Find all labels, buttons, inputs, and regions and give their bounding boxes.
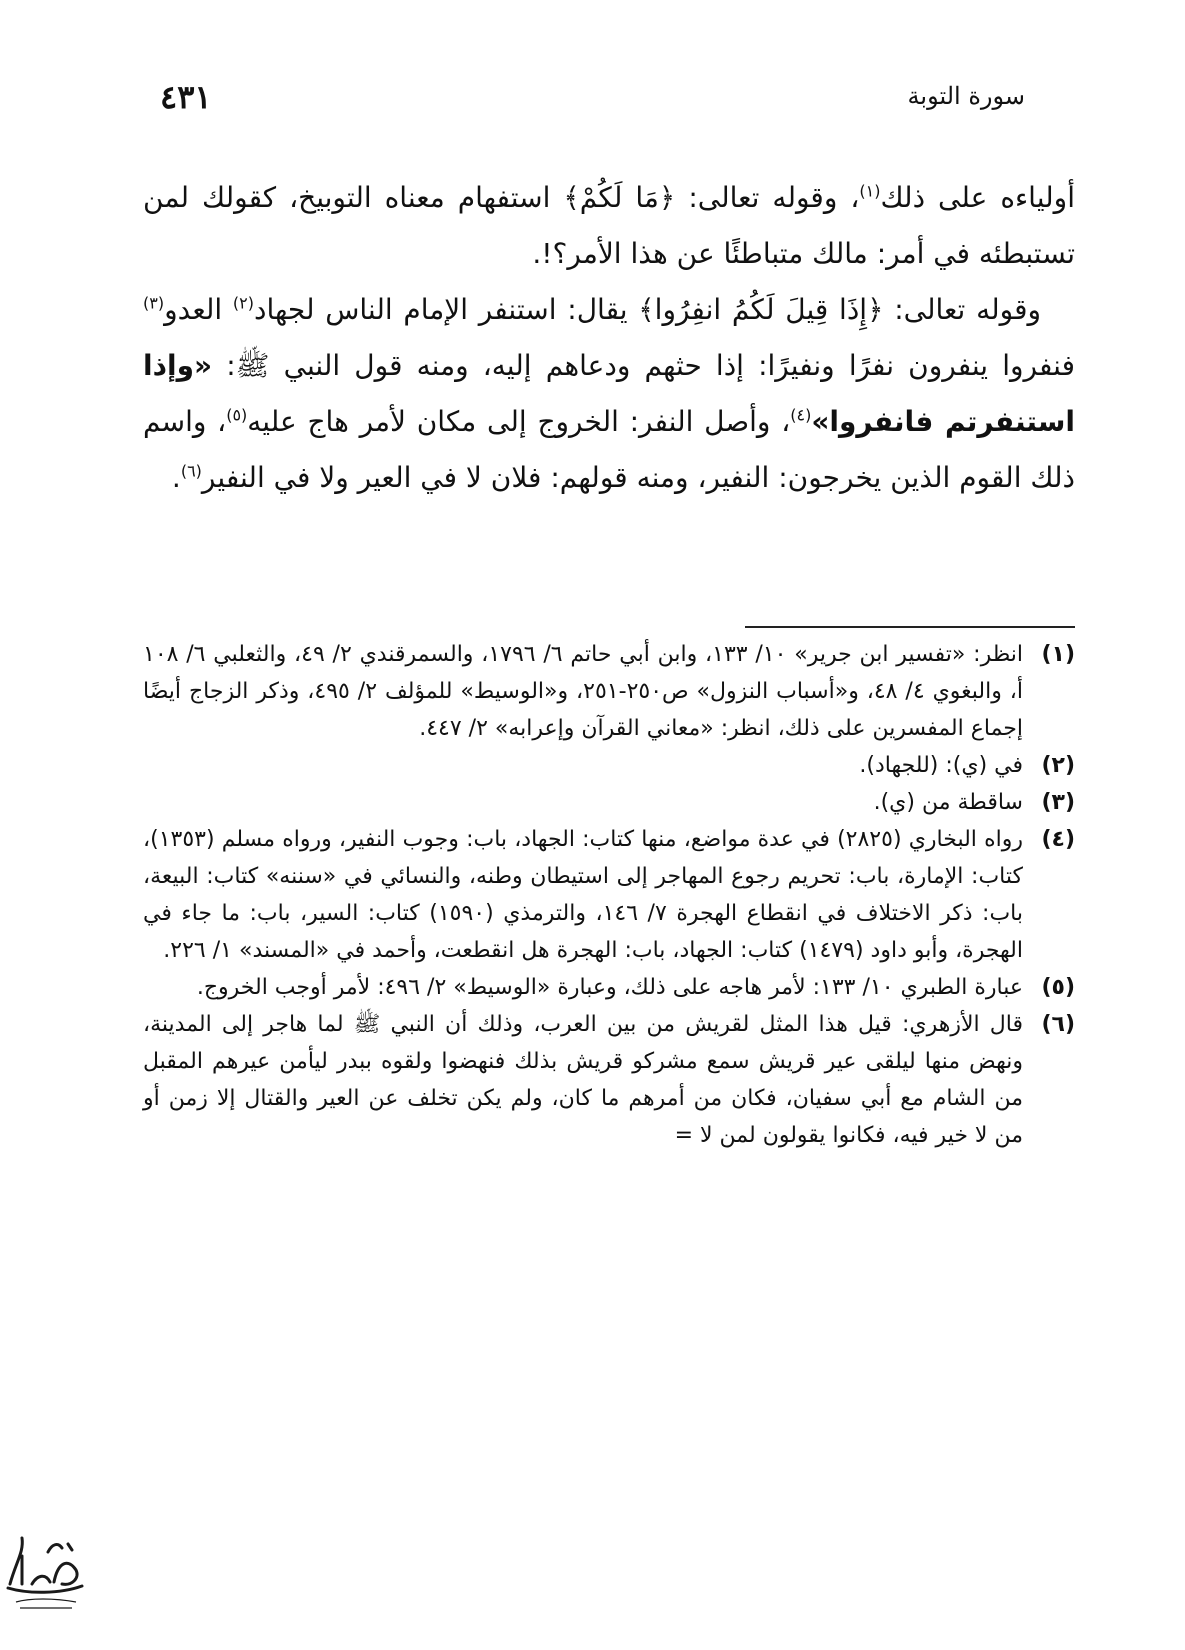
- main-paragraph-2: [143, 282, 1075, 506]
- main-text-segment: ، وأصل النفر: الخروج إلى مكان لأمر هاج عليه: [247, 405, 791, 438]
- main-text-segment: أولياءه على ذلك: [880, 181, 1075, 214]
- footnote-separator: [745, 626, 1075, 628]
- footnote-text: ساقطة من (ي).: [873, 790, 1023, 815]
- logo-graphic: [2, 1522, 88, 1614]
- footnote-text: انظر: «تفسير ابن جرير» ١٠/ ١٣٣، وابن أبي حاتم ٦/ ١٧٩٦، والسمرقندي ٢/ ٤٩، والثعلبي ٦/ ١٠٨ أ، والبغوي ٤/ ٤٨، و«أسباب النزول» ص٢٥٠-٢٥١، و«الوسيط» للمؤلف ٢/ ٤٩٥، وذكر الزجاج أيضًا إجماع المفسرين على ذلك، انظر: «معاني القرآن وإعرابه» ٢/ ٤٤٧.: [143, 642, 1024, 741]
- footnote-ref-2[interactable]: (٢): [232, 293, 254, 313]
- footnote-5: [143, 969, 1075, 1006]
- page-number: ٤٣١: [160, 78, 212, 116]
- footnote-text: قال الأزهري: قيل هذا المثل لقريش من بين العرب، وذلك أن النبي ﷺ لما هاجر إلى المدينة، ونهض منها ليلقى عير قريش سمع مشركو قريش بذلك فنهضوا ولقوه ببدر ليأمن عيرهم المقبل من الشام مع أبي سفيان، فكان من أمرهم ما كان، ولم يكن تخلف عن العير والقتال إلا زمن أو من لا خير فيه، فكانوا يقولون لمن لا =: [143, 1012, 1023, 1148]
- footnote-ref-1[interactable]: (١): [859, 181, 881, 201]
- footnote-text: عبارة الطبري ١٠/ ١٣٣: لأمر هاجه على ذلك، وعبارة «الوسيط» ٢/ ٤٩٦: لأمر أوجب الخروج.: [196, 975, 1023, 1000]
- footnote-ref-6[interactable]: (٦): [180, 461, 202, 481]
- footnote-ref-3[interactable]: (٣): [143, 293, 165, 313]
- calligraphic-logo-icon: [2, 1522, 88, 1614]
- main-text-segment: ، وقوله تعالى: ﴿مَا لَكُمْ﴾ استفهام معناه التوبيخ، كقولك لمن تستبطئه في أمر: مالك متباطئًا عن هذا الأمر؟!.: [143, 181, 1075, 270]
- main-text-segment: .: [171, 461, 181, 494]
- footnote-number: (٣): [1041, 790, 1075, 815]
- footnote-text: رواه البخاري (٢٨٢٥) في عدة مواضع، منها كتاب: الجهاد، باب: وجوب النفير، ورواه مسلم (١٣٥٣)، كتاب: الإمارة، باب: تحريم رجوع المهاجر إلى استيطان وطنه، والنسائي في «سننه» كتاب: البيعة، باب: ذكر الاختلاف في انقطاع الهجرة ٧/ ١٤٦، والترمذي (١٥٩٠) كتاب: السير، باب: ما جاء في الهجرة، وأبو داود (١٤٧٩) كتاب: الجهاد، باب: الهجرة هل انقطعت، وأحمد في «المسند» ١/ ٢٢٦.: [143, 827, 1023, 963]
- main-text-segment: فنفروا ينفرون نفرًا ونفيرًا: إذا حثهم ودعاهم إليه، ومنه قول النبي ﷺ:: [212, 349, 1075, 382]
- footnote-number: (٥): [1041, 975, 1075, 1000]
- main-text-segment: وقوله تعالى: ﴿إِذَا قِيلَ لَكُمُ انفِرُوا﴾ يقال: استنفر الإمام الناس لجهاد: [253, 293, 1041, 326]
- footnote-4: [143, 821, 1075, 969]
- page-header: [160, 78, 1025, 126]
- footnote-3: [143, 784, 1075, 821]
- footnote-number: (٢): [1041, 753, 1075, 778]
- footnote-ref-4[interactable]: (٤): [790, 405, 812, 425]
- hadith-quote: «وإذا استنفرتم فانفروا»: [143, 349, 1075, 438]
- footnote-number: (٦): [1041, 1012, 1075, 1037]
- footnote-2: [143, 747, 1075, 784]
- footnotes: [143, 636, 1075, 1154]
- main-text: [143, 170, 1075, 506]
- footnote-text: في (ي): (للجهاد).: [859, 753, 1023, 778]
- main-text-segment: ، واسم ذلك القوم الذين يخرجون: النفير، ومنه قولهم: فلان لا في العير ولا في النفير: [143, 405, 1075, 494]
- footnote-number: (٤): [1041, 827, 1075, 852]
- footnote-number: (١): [1041, 642, 1075, 667]
- footnote-1: [143, 636, 1075, 747]
- footnote-6: [143, 1006, 1075, 1154]
- footnote-ref-5[interactable]: (٥): [226, 405, 248, 425]
- surah-title: سورة التوبة: [907, 82, 1025, 110]
- main-paragraph-1: [143, 170, 1075, 282]
- main-text-segment: العدو: [164, 293, 233, 326]
